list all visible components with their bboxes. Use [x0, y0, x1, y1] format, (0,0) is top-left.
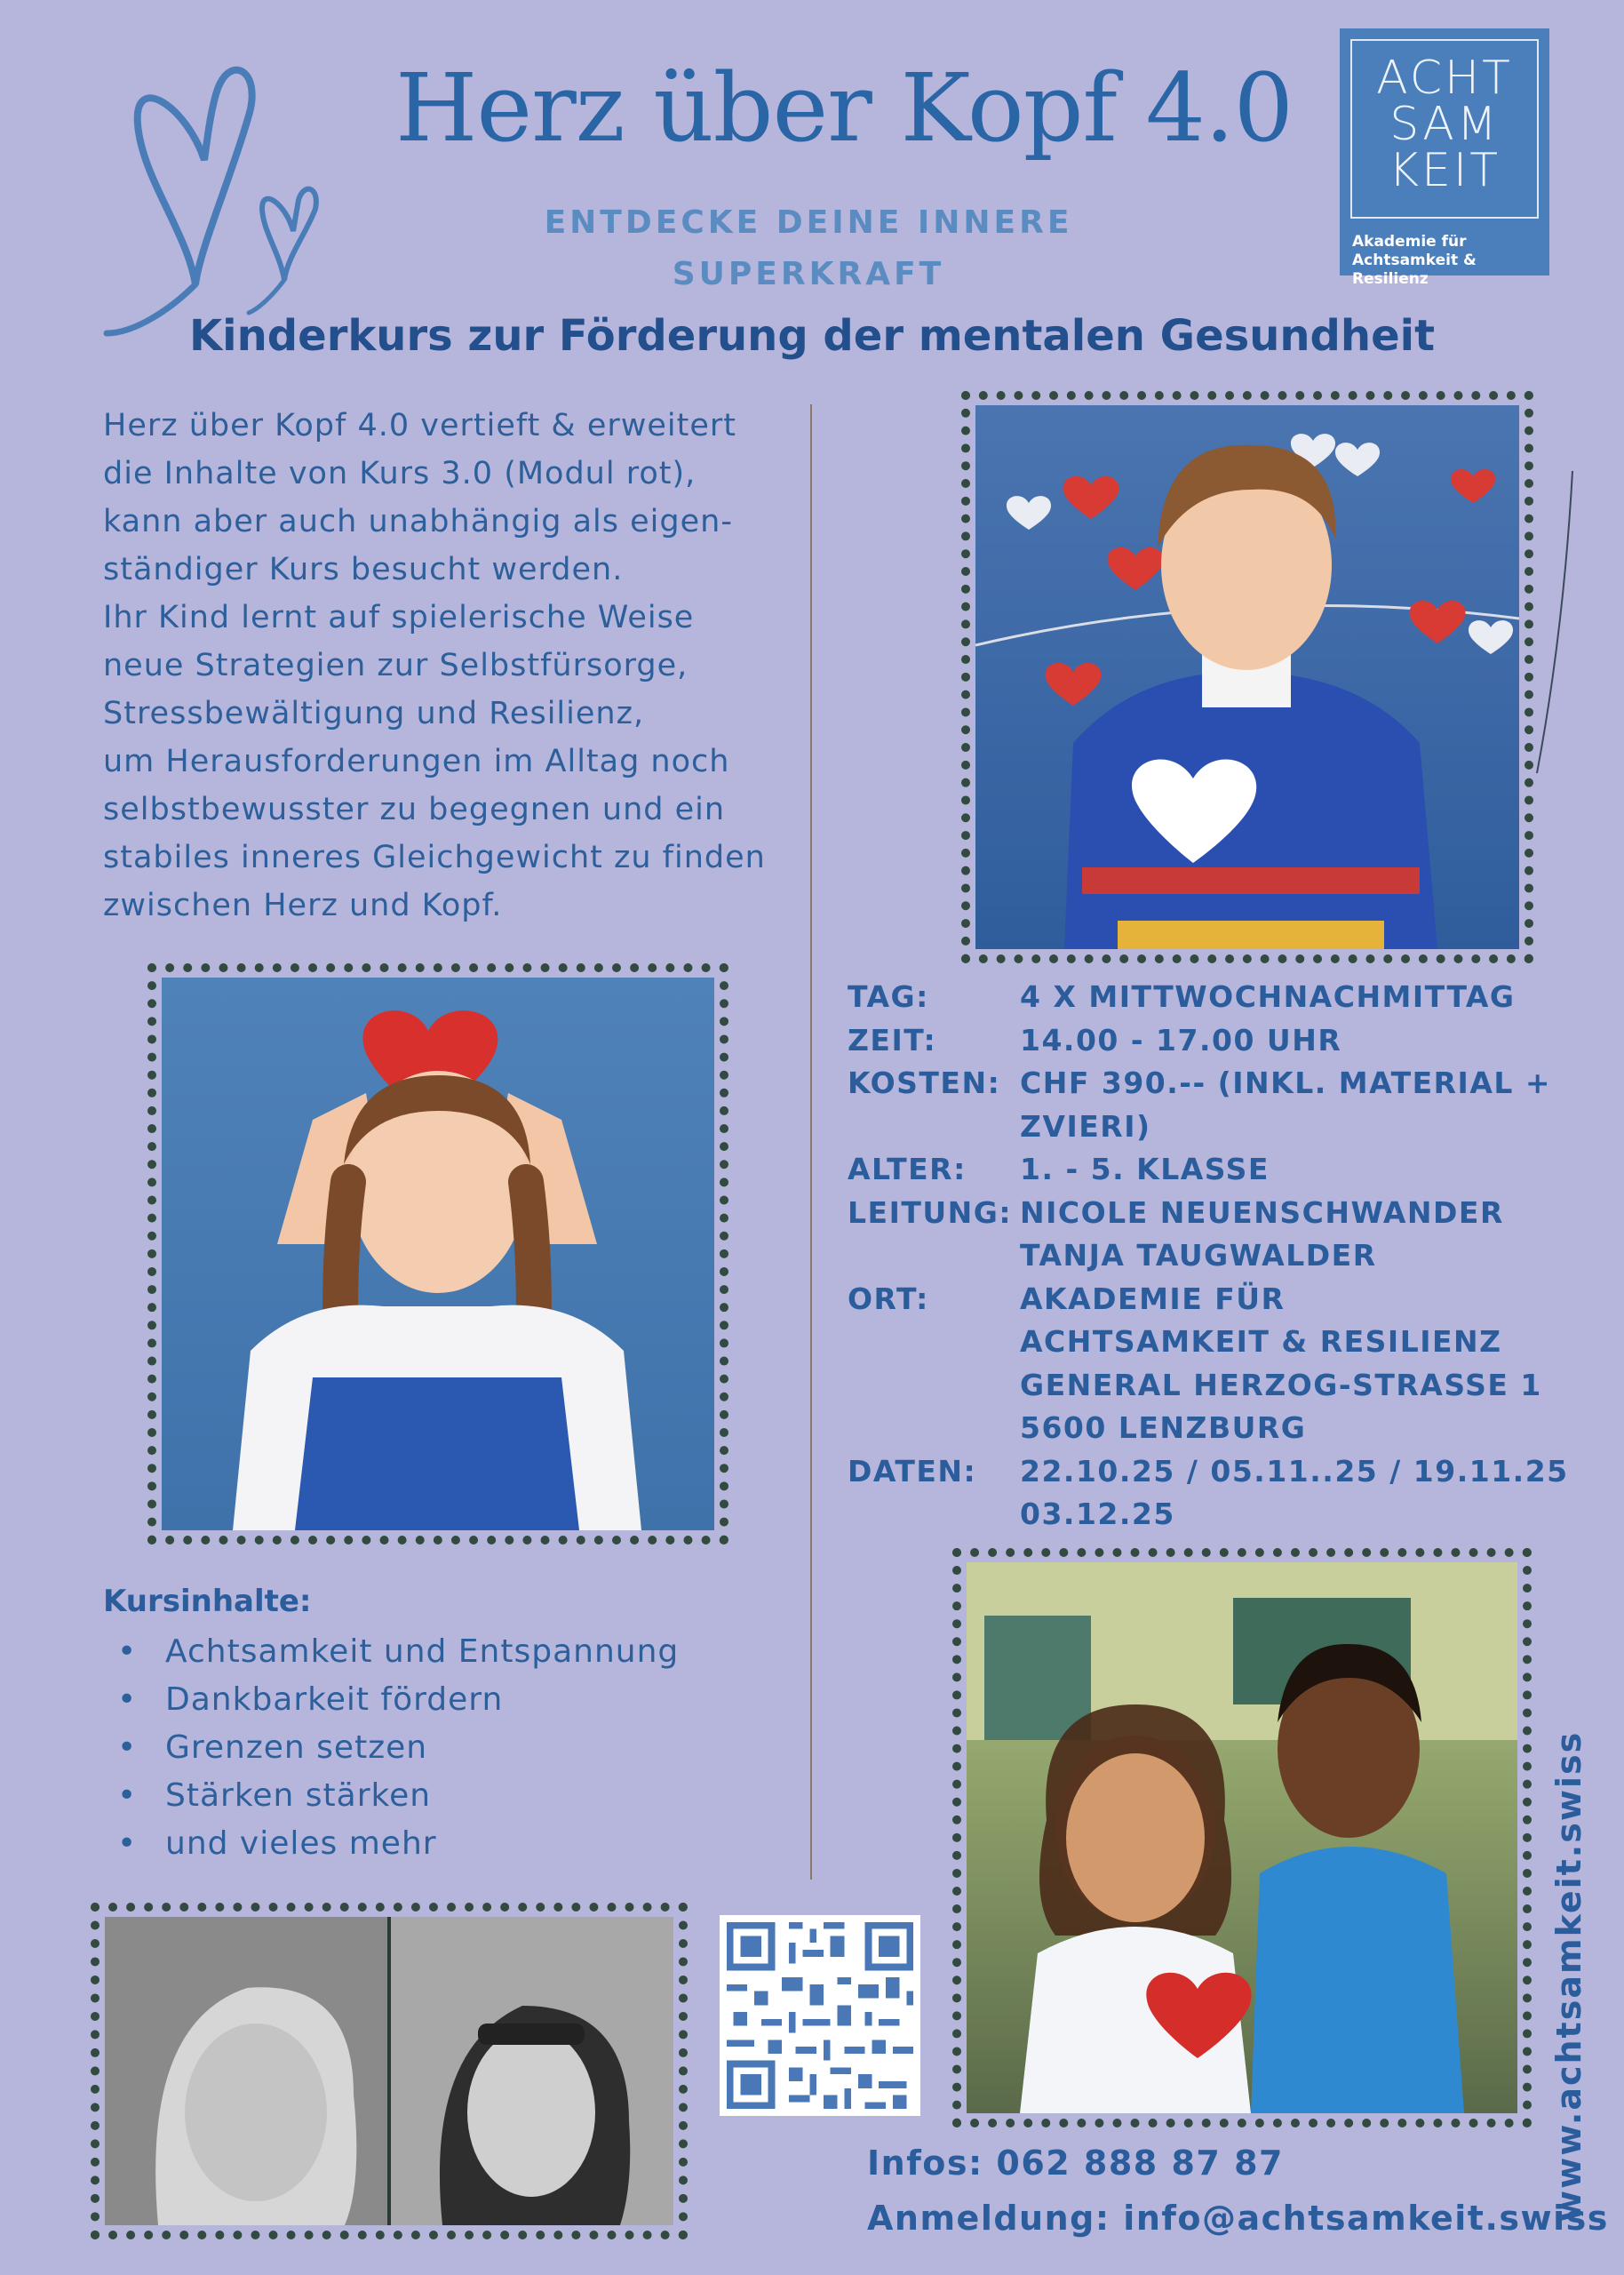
decorative-line-icon	[1528, 471, 1581, 791]
photo-girl-heart-on-head	[162, 978, 714, 1530]
subtitle	[498, 197, 1119, 300]
info-value-line: NICOLE NEUENSCHWANDER	[1020, 1194, 1504, 1230]
info-value-line: 14.00 - 17.00 UHR	[1020, 1022, 1342, 1058]
info-value	[1020, 1019, 1576, 1063]
list-item-label: und vieles mehr	[165, 1825, 437, 1862]
photo-children-holding-heart	[967, 1562, 1517, 2113]
info-value-line: 5600 LENZBURG	[1020, 1410, 1307, 1445]
info-row-tag	[848, 976, 1576, 1019]
list-item-label: Stärken stärken	[165, 1777, 432, 1814]
info-value-line: TANJA TAUGWALDER	[1020, 1238, 1377, 1273]
info-phone: Infos: 062 888 87 87	[867, 2143, 1284, 2183]
info-label: ZEIT:	[848, 1022, 937, 1058]
course-heading: Kinderkurs zur Förderung der mentalen Gesundheit	[188, 311, 1436, 361]
bullet: •	[117, 1681, 138, 1718]
column-divider	[810, 404, 812, 1880]
logo-frame	[1350, 39, 1539, 219]
description-line: selbstbewusster zu begegnen und ein	[103, 792, 726, 827]
list-item-label: Dankbarkeit fördern	[165, 1681, 504, 1718]
info-row-leitung	[848, 1192, 1576, 1278]
qr-code-icon[interactable]	[720, 1915, 920, 2116]
list-item	[103, 1676, 679, 1724]
info-value	[1020, 1450, 1576, 1537]
info-value-line: AKADEMIE FÜR	[1020, 1281, 1286, 1316]
info-row-alter	[848, 1148, 1576, 1192]
logo-sub-line: Akademie für	[1352, 233, 1467, 251]
info-label: LEITUNG:	[848, 1194, 1013, 1230]
info-label: TAG:	[848, 979, 929, 1014]
website-link[interactable]: www.achtsamkeit.swiss	[1549, 1730, 1588, 2222]
info-label: ALTER:	[848, 1152, 967, 1186]
bullet: •	[117, 1825, 138, 1862]
info-value-line: CHF 390.-- (INKL. MATERIAL +	[1020, 1066, 1552, 1100]
info-value	[1020, 1062, 1576, 1148]
logo-word	[1352, 52, 1537, 197]
info-value-line: 22.10.25 / 05.11..25 / 19.11.25	[1020, 1453, 1569, 1489]
page-title: Herz über Kopf 4.0	[394, 53, 1294, 163]
list-item	[103, 1772, 679, 1820]
bullet: •	[117, 1777, 138, 1814]
info-value-line: 03.12.25	[1020, 1497, 1175, 1531]
info-value-line: ZVIERI)	[1020, 1108, 1151, 1144]
description-line: neue Strategien zur Selbstfürsorge,	[103, 648, 689, 683]
course-description	[103, 402, 814, 930]
info-value-line: 1. - 5. KLASSE	[1020, 1152, 1270, 1186]
hearts-decoration-icon	[98, 27, 364, 347]
info-value	[1020, 976, 1576, 1019]
course-info-table	[848, 976, 1576, 1537]
info-label: ORT:	[848, 1281, 929, 1316]
signup-email-link[interactable]: Anmeldung: info@achtsamkeit.swiss	[867, 2199, 1609, 2238]
info-row-daten	[848, 1450, 1576, 1537]
logo-word-line: SAM	[1389, 98, 1500, 151]
list-item	[103, 1820, 679, 1868]
info-row-zeit	[848, 1019, 1576, 1063]
list-item	[103, 1628, 679, 1676]
description-line: stabiles inneres Gleichgewicht zu finden	[103, 840, 766, 875]
photo-course-leaders	[105, 1917, 673, 2225]
logo-sub-line: Achtsamkeit & Resilienz	[1352, 251, 1477, 288]
list-item	[103, 1724, 679, 1772]
info-value-line: ACHTSAMKEIT & RESILIENZ	[1020, 1324, 1502, 1359]
description-line: zwischen Herz und Kopf.	[103, 888, 503, 923]
info-label: DATEN:	[848, 1453, 977, 1489]
list-item-label: Grenzen setzen	[165, 1729, 428, 1766]
info-value	[1020, 1278, 1576, 1450]
logo-word-line: KEIT	[1388, 144, 1501, 197]
logo-subtitle	[1352, 233, 1549, 289]
info-row-ort	[848, 1278, 1576, 1450]
photo-boy-heart-sweater	[975, 405, 1519, 949]
info-value-line: GENERAL HERZOG-STRASSE 1	[1020, 1367, 1542, 1402]
description-line: Herz über Kopf 4.0 vertieft & erweitert	[103, 408, 737, 443]
subtitle-line: ENTDECKE DEINE INNERE	[544, 204, 1073, 241]
list-item-label: Achtsamkeit und Entspannung	[165, 1633, 680, 1670]
description-line: ständiger Kurs besucht werden.	[103, 552, 624, 587]
info-value	[1020, 1148, 1576, 1192]
subtitle-line: SUPERKRAFT	[672, 256, 945, 292]
description-line: Ihr Kind lernt auf spielerische Weise	[103, 600, 695, 635]
info-value	[1020, 1192, 1576, 1278]
contents-list	[103, 1628, 679, 1868]
bullet: •	[117, 1633, 138, 1670]
contents-title: Kursinhalte:	[103, 1584, 312, 1619]
achtsamkeit-logo	[1340, 28, 1549, 288]
info-label: KOSTEN:	[848, 1066, 1001, 1100]
description-line: Stressbewältigung und Resilienz,	[103, 696, 645, 731]
info-value-line: 4 X MITTWOCHNACHMITTAG	[1020, 979, 1516, 1014]
description-line: um Herausforderungen im Alltag noch	[103, 744, 730, 779]
description-line: kann aber auch unabhängig als eigen-	[103, 504, 733, 539]
bullet: •	[117, 1729, 138, 1766]
info-row-kosten	[848, 1062, 1576, 1148]
logo-word-line: ACHT	[1376, 52, 1513, 105]
description-line: die Inhalte von Kurs 3.0 (Modul rot),	[103, 456, 697, 491]
